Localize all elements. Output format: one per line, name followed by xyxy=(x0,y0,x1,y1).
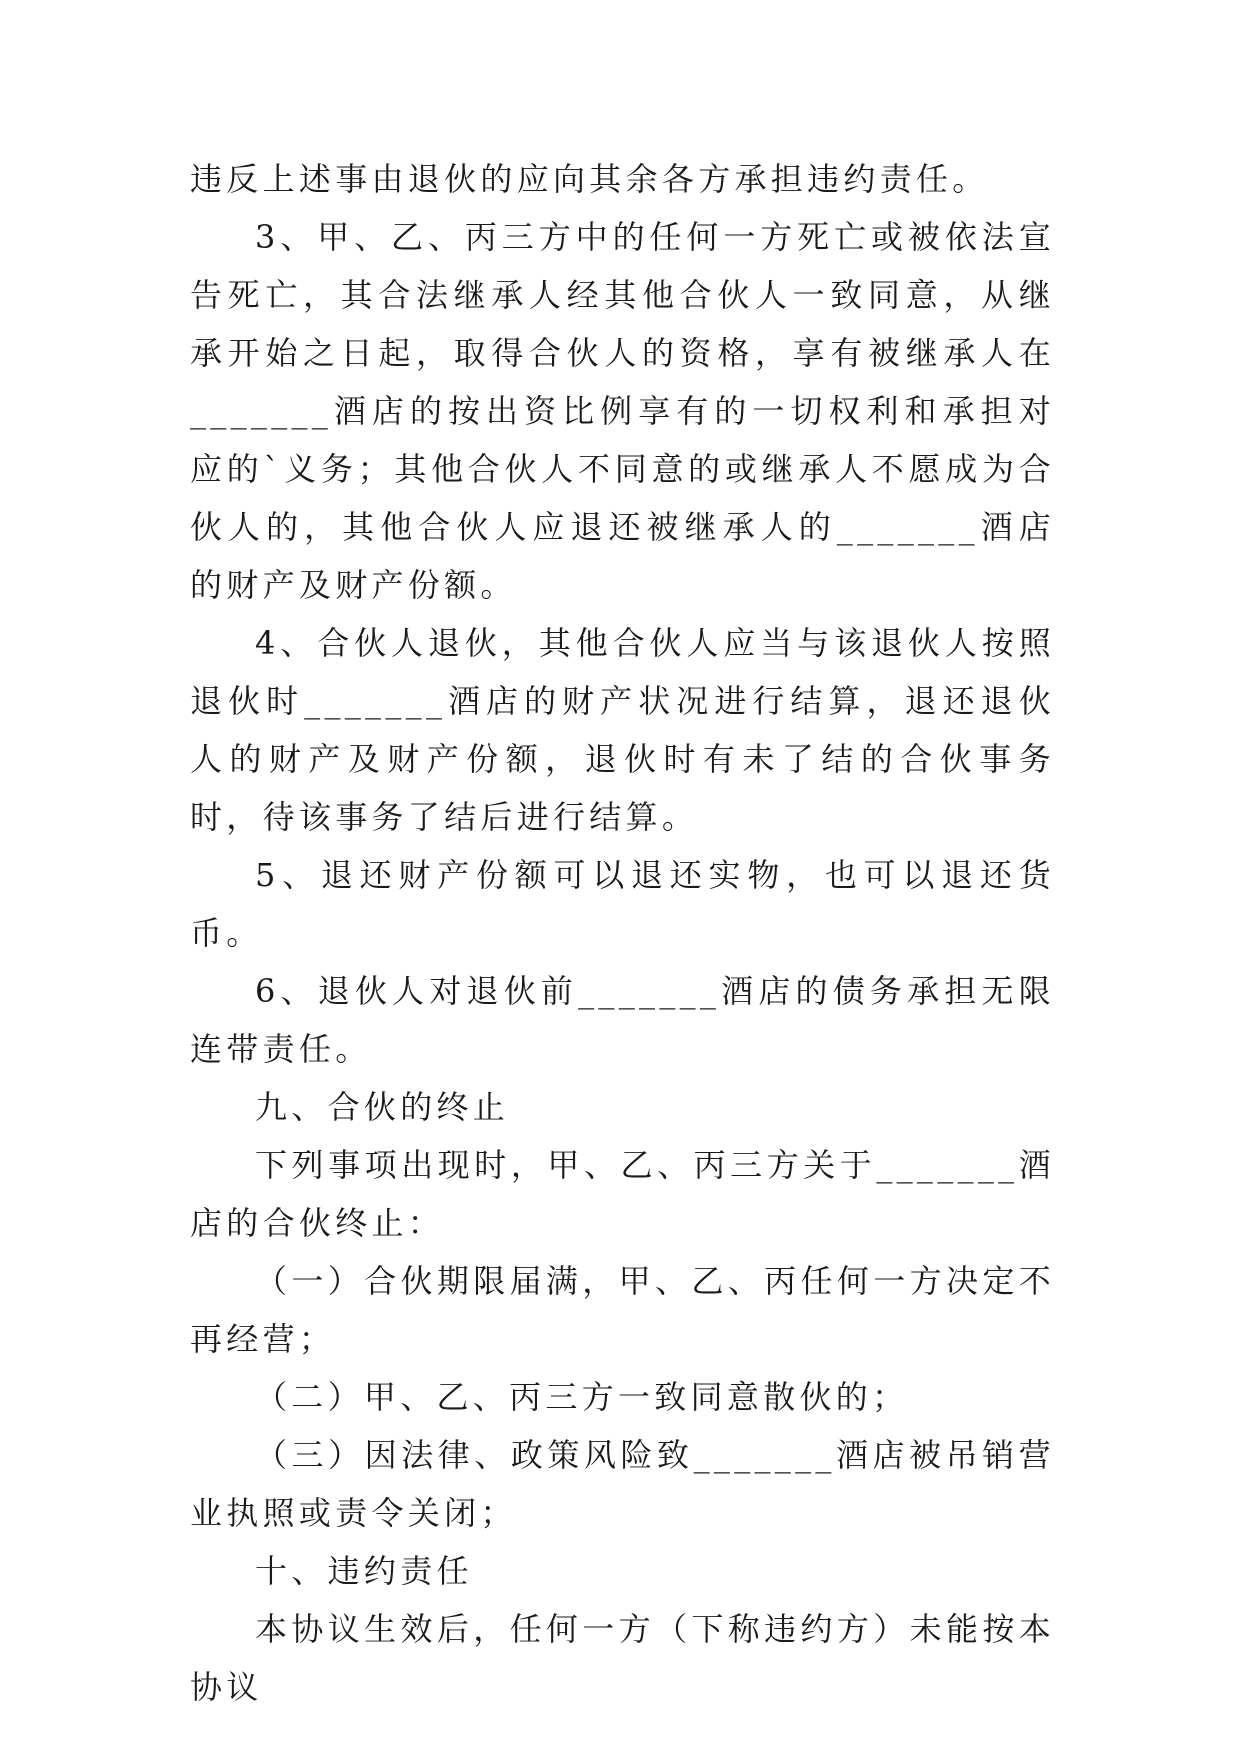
paragraph-breach-intro: 本协议生效后，任何一方（下称违约方）未能按本协议 xyxy=(190,1610,1055,1706)
section-heading-breach: 十、违约责任 xyxy=(255,1552,473,1590)
paragraph-breach-liability: 违反上述事由退伙的应向其余各方承担违约责任。 xyxy=(190,160,989,198)
paragraph-clause-5: 5、退还财产份额可以退还实物，也可以退还货币。 xyxy=(190,856,1055,952)
paragraph-clause-4: 4、合伙人退伙，其他合伙人应当与该退伙人按照退伙时_______酒店的财产状况进行结算，退还退伙人的财产及财产份额，退伙时有未了结的合伙事务时，待该事务了结后进行结算。 xyxy=(190,624,1055,836)
paragraph-clause-6: 6、退伙人对退伙前_______酒店的债务承担无限连带责任。 xyxy=(190,972,1055,1068)
document-page xyxy=(190,150,1055,1716)
section-heading-termination: 九、合伙的终止 xyxy=(255,1088,510,1126)
paragraph-termination-intro: 下列事项出现时，甲、乙、丙三方关于_______酒店的合伙终止： xyxy=(190,1146,1055,1242)
paragraph-clause-3: 3、甲、乙、丙三方中的任何一方死亡或被依法宣告死亡，其合法继承人经其他合伙人一致同意，从继承开始之日起，取得合伙人的资格，享有被继承人在_______酒店的按出资比例享有的一切权利和承担对应的`义务；其他合伙人不同意的或继承人不愿成为合伙人的，其他合伙人应退还被继承人的_______酒店的财产及财产份额。 xyxy=(190,218,1055,604)
list-item-termination-2: （二）甲、乙、丙三方一致同意散伙的； xyxy=(255,1378,909,1416)
list-item-termination-3: （三）因法律、政策风险致_______酒店被吊销营业执照或责令关闭； xyxy=(190,1436,1055,1532)
list-item-termination-1: （一）合伙期限届满，甲、乙、丙任何一方决定不再经营； xyxy=(190,1262,1055,1358)
